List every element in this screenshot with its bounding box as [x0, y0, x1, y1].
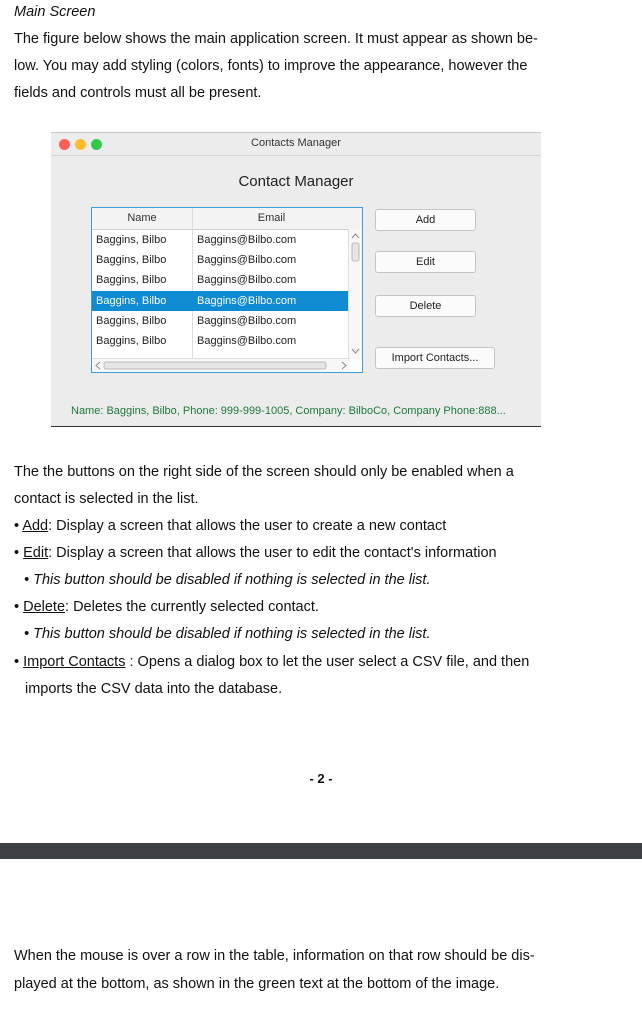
cell-email: Baggins@Bilbo.com [197, 315, 297, 327]
figure-bottom-rule [51, 426, 541, 427]
import-contacts-button[interactable]: Import Contacts... [375, 347, 495, 369]
bullet-dot: • [14, 599, 20, 615]
scroll-down-icon [352, 349, 359, 353]
cell-name: Baggins, Bilbo [96, 254, 167, 266]
cell-email: Baggins@Bilbo.com [197, 295, 297, 307]
page-number: - 2 - [309, 771, 333, 786]
edit-button[interactable]: Edit [375, 251, 476, 273]
delete-note-text: This button should be disabled if nothing is selected in the list. [33, 626, 431, 642]
import-label: Import Contacts [23, 654, 126, 670]
intro-line-3: fields and controls must all be present. [14, 85, 262, 101]
footer-line-1: When the mouse is over a row in the table, information on that row should be dis- [14, 948, 535, 964]
cell-name: Baggins, Bilbo [96, 335, 167, 347]
page-divider [0, 843, 642, 859]
table-row[interactable] [92, 270, 350, 290]
horizontal-scrollbar[interactable] [92, 358, 350, 372]
section-title: Main Screen [14, 4, 96, 20]
bullet-delete-note [24, 626, 431, 642]
scroll-up-icon [352, 234, 359, 238]
cell-email: Baggins@Bilbo.com [197, 335, 297, 347]
footer-line-2: played at the bottom, as shown in the green text at the bottom of the image. [14, 976, 500, 992]
table-row[interactable] [92, 311, 350, 331]
cell-name: Baggins, Bilbo [96, 274, 167, 286]
cell-name: Baggins, Bilbo [96, 234, 167, 246]
import-text: : Opens a dialog box to let the user select a CSV file, and then [125, 654, 530, 670]
add-label: Add [22, 518, 49, 534]
enabled-line-2: contact is selected in the list. [14, 491, 199, 507]
edit-label: Edit [23, 545, 49, 561]
bullet-dot: • [14, 654, 20, 670]
column-header-name[interactable]: Name [127, 212, 157, 224]
table-row[interactable] [92, 230, 350, 250]
table-header [92, 208, 362, 230]
table-row[interactable] [92, 331, 350, 351]
import-text-continued: imports the CSV data into the database. [25, 681, 283, 697]
scroll-thumb [104, 362, 326, 369]
delete-label: Delete [23, 599, 66, 615]
column-header-email[interactable]: Email [257, 212, 286, 224]
title-bar [51, 133, 541, 156]
add-button[interactable]: Add [375, 209, 476, 231]
cell-email: Baggins@Bilbo.com [197, 254, 297, 266]
bullet-dot: • [14, 545, 20, 561]
table-row-selected[interactable] [92, 291, 350, 311]
scroll-right-icon [342, 362, 346, 369]
vertical-scrollbar[interactable] [348, 229, 362, 359]
delete-button[interactable]: Delete [375, 295, 476, 317]
app-window [51, 132, 541, 427]
bullet-delete [14, 599, 319, 615]
intro-line-1: The figure below shows the main application screen. It must appear as shown be- [14, 31, 538, 47]
delete-text: : Deletes the currently selected contact. [65, 599, 319, 615]
contacts-table[interactable] [91, 207, 363, 373]
status-text: Name: Baggins, Bilbo, Phone: 999-999-1005, Company: BilboCo, Company Phone:888... [71, 405, 506, 417]
enabled-line-1: The the buttons on the right side of the screen should only be enabled when a [14, 464, 514, 480]
bullet-dot: • [14, 518, 20, 534]
cell-name: Baggins, Bilbo [96, 315, 167, 327]
edit-text: : Display a screen that allows the user to edit the contact's information [48, 545, 497, 561]
bullet-dot: • [24, 626, 30, 642]
intro-line-2: low. You may add styling (colors, fonts) to improve the appearance, however the [14, 58, 528, 74]
cell-email: Baggins@Bilbo.com [197, 274, 297, 286]
table-row[interactable] [92, 250, 350, 270]
bullet-add [14, 518, 446, 534]
add-text: : Display a screen that allows the user to create a new contact [48, 518, 447, 534]
window-title: Contacts Manager [251, 137, 341, 149]
scroll-left-icon [96, 362, 100, 369]
edit-note-text: This button should be disabled if nothing is selected in the list. [33, 572, 431, 588]
cell-email: Baggins@Bilbo.com [197, 234, 297, 246]
cell-name: Baggins, Bilbo [96, 295, 167, 307]
app-heading: Contact Manager [238, 173, 354, 190]
bullet-edit-note [24, 572, 431, 588]
bullet-import [14, 654, 529, 670]
bullet-edit [14, 545, 497, 561]
scroll-thumb [352, 243, 359, 261]
bullet-dot: • [24, 572, 30, 588]
